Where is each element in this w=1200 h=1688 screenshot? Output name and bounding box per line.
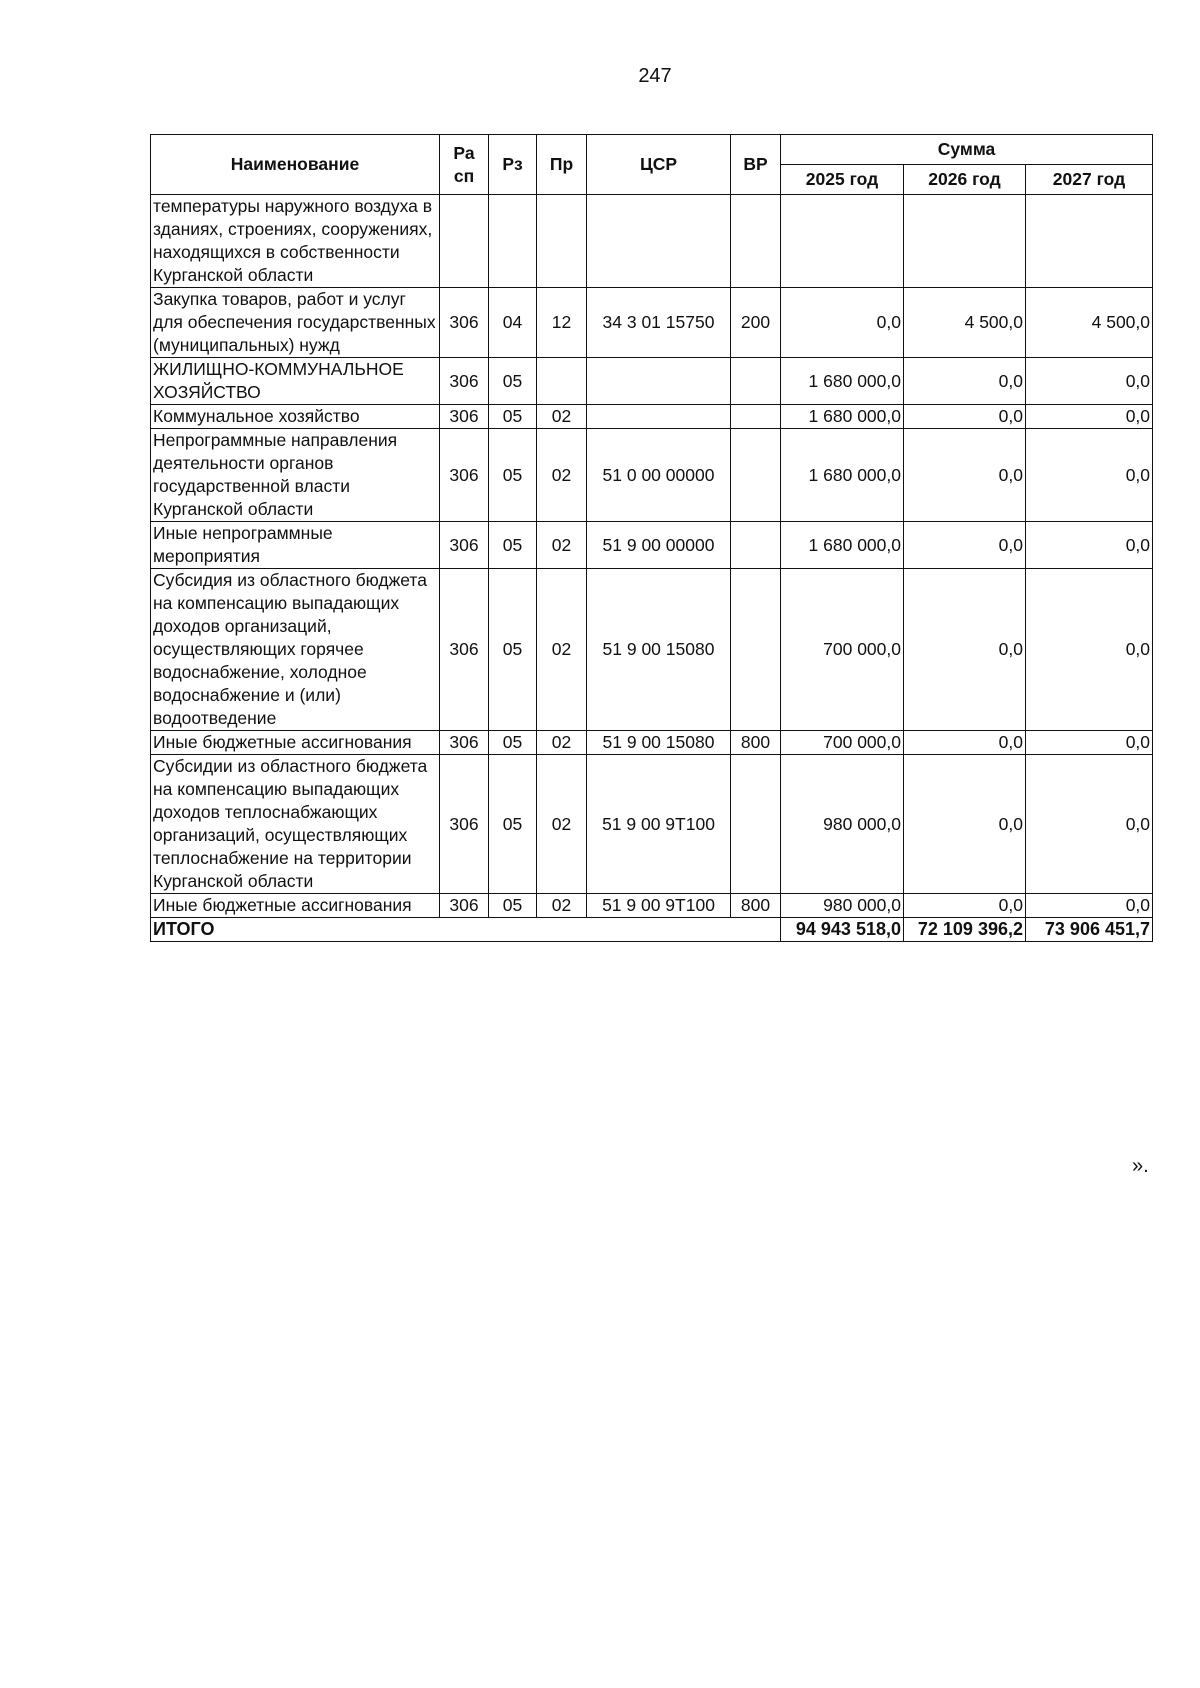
row-name: ЖИЛИЩНО-КОММУНАЛЬНОЕ ХОЗЯЙСТВО: [151, 358, 440, 405]
page-number: 247: [638, 65, 672, 87]
total-2025: 94 943 518,0: [781, 918, 904, 942]
row-rz: 05: [489, 755, 537, 894]
header-name: Наименование: [151, 135, 440, 195]
row-rz: 05: [489, 429, 537, 522]
row-2025: 0,0: [781, 288, 904, 358]
row-csr: 51 0 00 00000: [587, 429, 731, 522]
row-vr: [731, 569, 781, 731]
row-pr: 02: [537, 569, 587, 731]
row-2026: 0,0: [904, 731, 1026, 755]
row-csr: 51 9 00 15080: [587, 731, 731, 755]
row-pr: 02: [537, 522, 587, 569]
row-rasp: 306: [440, 569, 489, 731]
row-csr: [587, 195, 731, 288]
row-vr: [731, 358, 781, 405]
row-name: Иные бюджетные ассигнования: [151, 894, 440, 918]
row-pr: 02: [537, 405, 587, 429]
total-2026: 72 109 396,2: [904, 918, 1026, 942]
row-rz: 05: [489, 569, 537, 731]
row-pr: 02: [537, 731, 587, 755]
row-vr: 200: [731, 288, 781, 358]
row-vr: [731, 195, 781, 288]
total-label: ИТОГО: [151, 918, 781, 942]
row-2025: 1 680 000,0: [781, 358, 904, 405]
table-row: [151, 358, 1153, 405]
row-rasp: 306: [440, 755, 489, 894]
row-2027: [1026, 195, 1153, 288]
row-2026: [904, 195, 1026, 288]
row-pr: 02: [537, 894, 587, 918]
row-pr: 12: [537, 288, 587, 358]
row-pr: [537, 195, 587, 288]
row-pr: 02: [537, 755, 587, 894]
row-rasp: 306: [440, 288, 489, 358]
header-sum: Сумма: [781, 135, 1153, 165]
header-pr: Пр: [537, 135, 587, 195]
row-csr: 34 3 01 15750: [587, 288, 731, 358]
row-name: Субсидии из областного бюджета на компенсацию выпадающих доходов теплоснабжающих организаций, осуществляющих теплоснабжение на территории Курганской области: [151, 755, 440, 894]
row-rasp: 306: [440, 405, 489, 429]
row-pr: 02: [537, 429, 587, 522]
row-2026: 0,0: [904, 894, 1026, 918]
table-body: [151, 195, 1153, 942]
table-row: [151, 569, 1153, 731]
row-vr: 800: [731, 894, 781, 918]
row-2026: 4 500,0: [904, 288, 1026, 358]
row-rz: 05: [489, 358, 537, 405]
row-vr: [731, 522, 781, 569]
table-row: [151, 429, 1153, 522]
table-header: [151, 135, 1153, 195]
row-rasp: 306: [440, 522, 489, 569]
row-2025: 700 000,0: [781, 731, 904, 755]
row-name: Иные бюджетные ассигнования: [151, 731, 440, 755]
table-row: [151, 894, 1153, 918]
row-rz: 05: [489, 894, 537, 918]
table-row: [151, 405, 1153, 429]
row-2025: 980 000,0: [781, 894, 904, 918]
row-2027: 0,0: [1026, 755, 1153, 894]
row-2025: 1 680 000,0: [781, 405, 904, 429]
header-rasp: Ра сп: [440, 135, 489, 195]
row-vr: 800: [731, 731, 781, 755]
row-csr: [587, 358, 731, 405]
row-2027: 0,0: [1026, 429, 1153, 522]
row-2026: 0,0: [904, 358, 1026, 405]
row-csr: 51 9 00 9Т100: [587, 894, 731, 918]
row-2025: 980 000,0: [781, 755, 904, 894]
header-year-2026: 2026 год: [904, 165, 1026, 195]
budget-table: [150, 134, 1153, 942]
row-2026: 0,0: [904, 522, 1026, 569]
row-csr: 51 9 00 15080: [587, 569, 731, 731]
row-vr: [731, 405, 781, 429]
row-rz: [489, 195, 537, 288]
row-rz: 05: [489, 731, 537, 755]
row-2027: 0,0: [1026, 405, 1153, 429]
row-2025: 700 000,0: [781, 569, 904, 731]
row-2027: 0,0: [1026, 731, 1153, 755]
row-vr: [731, 755, 781, 894]
row-vr: [731, 429, 781, 522]
table-row: [151, 195, 1153, 288]
row-rz: 05: [489, 522, 537, 569]
row-2026: 0,0: [904, 569, 1026, 731]
row-pr: [537, 358, 587, 405]
table-row: [151, 522, 1153, 569]
row-name: Закупка товаров, работ и услуг для обеспечения государственных (муниципальных) нужд: [151, 288, 440, 358]
row-2027: 0,0: [1026, 358, 1153, 405]
row-2025: 1 680 000,0: [781, 522, 904, 569]
row-rasp: 306: [440, 894, 489, 918]
table-row: [151, 288, 1153, 358]
row-name: температуры наружного воздуха в зданиях, строениях, сооружениях, находящихся в собственности Курганской области: [151, 195, 440, 288]
row-2027: 0,0: [1026, 894, 1153, 918]
row-rasp: 306: [440, 358, 489, 405]
row-csr: 51 9 00 9Т100: [587, 755, 731, 894]
row-name: Иные непрограммные мероприятия: [151, 522, 440, 569]
closing-quote: ».: [1132, 1155, 1149, 1177]
row-name: Коммунальное хозяйство: [151, 405, 440, 429]
row-2027: 0,0: [1026, 569, 1153, 731]
header-rz: Рз: [489, 135, 537, 195]
row-2025: [781, 195, 904, 288]
row-2025: 1 680 000,0: [781, 429, 904, 522]
header-vr: ВР: [731, 135, 781, 195]
row-rz: 05: [489, 405, 537, 429]
total-row: [151, 918, 1153, 942]
row-rasp: 306: [440, 731, 489, 755]
header-year-2025: 2025 год: [781, 165, 904, 195]
row-2027: 4 500,0: [1026, 288, 1153, 358]
table-row: [151, 731, 1153, 755]
header-year-2027: 2027 год: [1026, 165, 1153, 195]
table-row: [151, 755, 1153, 894]
row-2026: 0,0: [904, 755, 1026, 894]
row-csr: 51 9 00 00000: [587, 522, 731, 569]
row-2026: 0,0: [904, 405, 1026, 429]
total-2027: 73 906 451,7: [1026, 918, 1153, 942]
header-csr: ЦСР: [587, 135, 731, 195]
row-name: Непрограммные направления деятельности органов государственной власти Курганской области: [151, 429, 440, 522]
row-name: Субсидия из областного бюджета на компенсацию выпадающих доходов организаций, осуществляющих горячее водоснабжение, холодное водоснабжение и (или) водоотведение: [151, 569, 440, 731]
row-rasp: 306: [440, 429, 489, 522]
row-rasp: [440, 195, 489, 288]
row-2026: 0,0: [904, 429, 1026, 522]
row-rz: 04: [489, 288, 537, 358]
row-2027: 0,0: [1026, 522, 1153, 569]
row-csr: [587, 405, 731, 429]
